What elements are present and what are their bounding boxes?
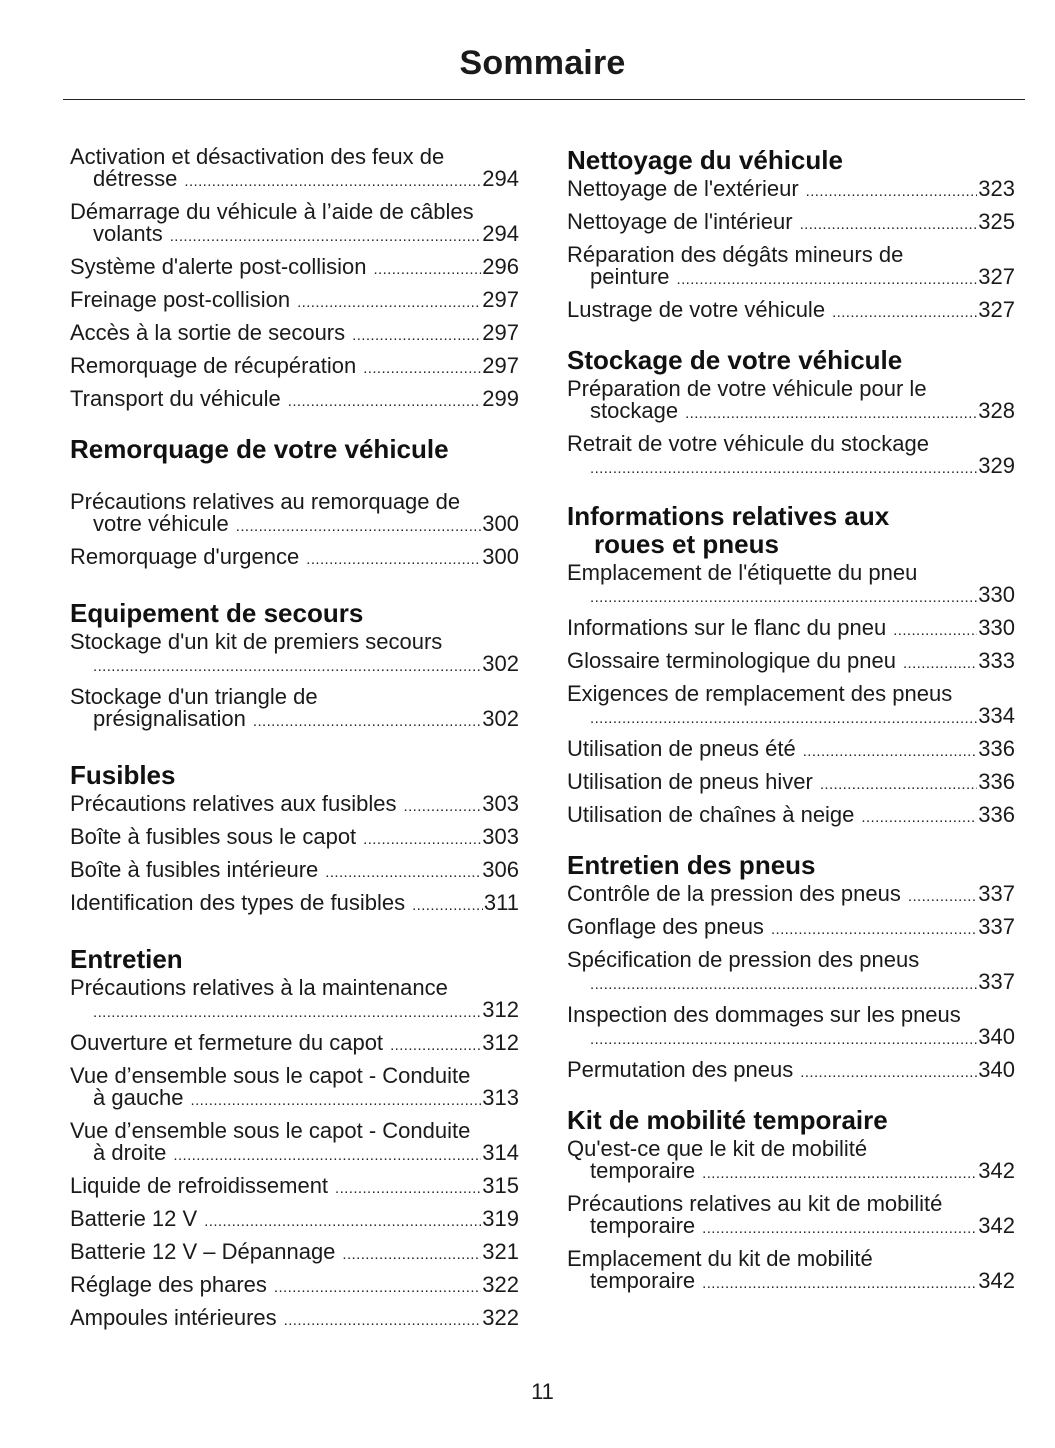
toc-entry-title: Précautions relatives à la maintenance: [70, 975, 448, 1000]
toc-page-number: 330: [978, 582, 1015, 607]
dot-leader: [685, 403, 977, 425]
toc-page-number: 314: [482, 1140, 519, 1165]
toc-entry-title: Informations sur le flanc du pneu: [567, 615, 887, 640]
toc-entry[interactable]: [567, 1059, 1015, 1084]
toc-page-number: 325: [978, 209, 1015, 234]
toc-entry-title-cont: temporaire: [590, 1213, 696, 1238]
toc-page-number: 327: [978, 264, 1015, 289]
toc-page-number: 300: [482, 544, 519, 569]
toc-entry-continuation: [567, 971, 1015, 996]
toc-entry[interactable]: [567, 1193, 1015, 1240]
toc-entry-continuation: [567, 400, 1015, 425]
section-heading-cont: roues et pneus: [594, 529, 779, 559]
toc-entry-title: Freinage post-collision: [70, 287, 291, 312]
dot-leader: [800, 1062, 977, 1084]
toc-entry-title: Lustrage de votre véhicule: [567, 297, 826, 322]
toc-entry-title: Gonflage des pneus: [567, 914, 764, 939]
section-heading: [70, 945, 519, 973]
toc-entry-title: Batterie 12 V – Dépannage: [70, 1239, 336, 1264]
section-heading-text: Kit de mobilité temporaire: [567, 1105, 888, 1135]
toc-page-number: 322: [482, 1272, 519, 1297]
toc-page-number: 297: [482, 287, 519, 312]
toc-entry-title: Vue d’ensemble sous le capot - Conduite: [70, 1063, 471, 1088]
dot-leader: [274, 1277, 481, 1299]
toc-entry[interactable]: [70, 892, 519, 917]
dot-leader: [284, 1310, 482, 1332]
toc-page-number: 334: [978, 703, 1015, 728]
toc-entry[interactable]: [70, 686, 519, 733]
toc-page-number: 297: [482, 353, 519, 378]
toc-page-number: 294: [482, 166, 519, 191]
toc-entry-continuation: [567, 584, 1015, 609]
toc-entry-continuation: [70, 513, 519, 538]
toc-page-number: 330: [978, 615, 1015, 640]
toc-page-number: 336: [978, 736, 1015, 761]
dot-leader: [335, 1178, 481, 1200]
dot-leader: [236, 516, 482, 538]
toc-page-number: 328: [978, 398, 1015, 423]
toc-entry-title: Précautions relatives aux fusibles: [70, 791, 397, 816]
toc-entry-continuation: [567, 266, 1015, 291]
section-heading-text: Equipement de secours: [70, 598, 364, 628]
toc-page-number: 299: [482, 386, 519, 411]
toc-entry-title: Ampoules intérieures: [70, 1305, 277, 1330]
toc-page-number: 306: [482, 857, 519, 882]
section-heading-text: Fusibles: [70, 760, 176, 790]
dot-leader: [373, 259, 481, 281]
toc-entry-title: Transport du véhicule: [70, 386, 281, 411]
toc-entry-title: Stockage d'un kit de premiers secours: [70, 629, 443, 654]
dot-leader: [903, 653, 977, 675]
dot-leader: [170, 226, 482, 248]
toc-entry[interactable]: [70, 793, 519, 818]
toc-entry[interactable]: [70, 289, 519, 314]
toc-entry[interactable]: [70, 977, 519, 1024]
toc-entry-title: Identification des types de fusibles: [70, 890, 406, 915]
toc-entry-continuation: [70, 1087, 519, 1112]
section-heading: [70, 435, 519, 463]
toc-entry[interactable]: [70, 1175, 519, 1200]
section-heading-text: Entretien: [70, 944, 183, 974]
toc-entry[interactable]: [70, 1241, 519, 1266]
toc-page-number: 312: [482, 997, 519, 1022]
dot-leader: [803, 741, 978, 763]
toc-entry-title: Remorquage de récupération: [70, 353, 357, 378]
toc-entry-title: Emplacement de l'étiquette du pneu: [567, 560, 918, 585]
toc-entry[interactable]: [70, 859, 519, 884]
dot-leader: [325, 862, 481, 884]
toc-page-number: 303: [482, 791, 519, 816]
toc-page-number: 313: [482, 1085, 519, 1110]
toc-entry[interactable]: [567, 178, 1015, 203]
toc-entry[interactable]: [70, 1065, 519, 1112]
toc-page-number: 333: [978, 648, 1015, 673]
dot-leader: [820, 774, 977, 796]
toc-entry[interactable]: [70, 355, 519, 380]
dot-leader: [908, 886, 977, 908]
section-heading: [567, 502, 1015, 558]
toc-entry-title-cont: votre véhicule: [93, 511, 229, 536]
toc-entry[interactable]: [567, 1138, 1015, 1185]
dot-leader: [832, 302, 977, 324]
toc-entry-title: Retrait de votre véhicule du stockage: [567, 431, 929, 456]
toc-entry-continuation: [567, 1270, 1015, 1295]
toc-entry[interactable]: [567, 433, 1015, 480]
dot-leader: [590, 587, 977, 609]
toc-entry[interactable]: [567, 650, 1015, 675]
dot-leader: [806, 181, 978, 203]
toc-entry[interactable]: [70, 256, 519, 281]
toc-page-number: 336: [978, 802, 1015, 827]
dot-leader: [771, 919, 977, 941]
toc-entry-title: Remorquage d'urgence: [70, 544, 300, 569]
dot-leader: [352, 325, 481, 347]
toc-entry-continuation: [567, 1026, 1015, 1051]
toc-entry[interactable]: [70, 388, 519, 413]
toc-entry-title: Boîte à fusibles intérieure: [70, 857, 319, 882]
dot-leader: [893, 620, 977, 642]
toc-entry[interactable]: [70, 826, 519, 851]
toc-page-number: 297: [482, 320, 519, 345]
dot-leader: [363, 829, 481, 851]
toc-page-number: 340: [978, 1057, 1015, 1082]
toc-entry[interactable]: [70, 1032, 519, 1057]
toc-entry-title-cont: peinture: [590, 264, 670, 289]
toc-entry-title-cont: à droite: [93, 1140, 167, 1165]
toc-entry-title: Réglage des phares: [70, 1272, 267, 1297]
toc-entry[interactable]: [70, 1120, 519, 1167]
right-column: [567, 146, 1015, 1303]
section-heading-text: Nettoyage du véhicule: [567, 145, 843, 175]
toc-page-number: 319: [482, 1206, 519, 1231]
toc-entry[interactable]: [70, 1208, 519, 1233]
section-heading: [567, 1106, 1015, 1134]
toc-page-number: 337: [978, 969, 1015, 994]
toc-entry-title: Système d'alerte post-collision: [70, 254, 367, 279]
toc-entry[interactable]: [70, 1274, 519, 1299]
dot-leader: [702, 1218, 977, 1240]
toc-page-number: 337: [978, 914, 1015, 939]
toc-entry-title: Utilisation de pneus été: [567, 736, 796, 761]
toc-entry-continuation: [567, 705, 1015, 730]
toc-page-number: 312: [482, 1030, 519, 1055]
toc-entry-title: Précautions relatives au kit de mobilité: [567, 1191, 943, 1216]
toc-page-number: 302: [482, 706, 519, 731]
toc-entry-title: Démarrage du véhicule à l’aide de câbles: [70, 199, 474, 224]
dot-leader: [288, 391, 482, 413]
toc-entry-title: Activation et désactivation des feux de: [70, 144, 445, 169]
toc-entry[interactable]: [567, 378, 1015, 425]
toc-entry[interactable]: [567, 562, 1015, 609]
toc-entry-continuation: [70, 168, 519, 193]
toc-entry[interactable]: [567, 617, 1015, 642]
dot-leader: [173, 1145, 481, 1167]
toc-entry[interactable]: [567, 804, 1015, 829]
toc-entry-title: Glossaire terminologique du pneu: [567, 648, 896, 673]
toc-entry-title: Réparation des dégâts mineurs de: [567, 242, 904, 267]
dot-leader: [297, 292, 481, 314]
toc-entry[interactable]: [70, 201, 519, 248]
section-heading-text: Entretien des pneus: [567, 850, 816, 880]
toc-entry[interactable]: [567, 1004, 1015, 1051]
section-heading-text: Remorquage de votre véhicule: [70, 434, 449, 464]
toc-entry-title: Permutation des pneus: [567, 1057, 794, 1082]
toc-page-number: 294: [482, 221, 519, 246]
title-divider: [63, 99, 1025, 100]
toc-entry[interactable]: [567, 916, 1015, 941]
page-number: 11: [531, 1379, 554, 1404]
toc-page-number: 337: [978, 881, 1015, 906]
toc-entry-title-cont: temporaire: [590, 1158, 696, 1183]
toc-entry-title: Liquide de refroidissement: [70, 1173, 329, 1198]
toc-entry-title-cont: présignalisation: [93, 706, 246, 731]
section-heading: [70, 599, 519, 627]
toc-entry[interactable]: [567, 883, 1015, 908]
toc-entry-continuation: [70, 653, 519, 678]
toc-entry-continuation: [567, 455, 1015, 480]
toc-entry-title: Emplacement du kit de mobilité: [567, 1246, 873, 1271]
toc-entry-continuation: [70, 708, 519, 733]
toc-entry[interactable]: [70, 546, 519, 571]
dot-leader: [191, 1090, 482, 1112]
toc-entry-title: Spécification de pression des pneus: [567, 947, 920, 972]
toc-entry-title: Préparation de votre véhicule pour le: [567, 376, 927, 401]
toc-entry-title: Inspection des dommages sur les pneus: [567, 1002, 961, 1027]
dot-leader: [677, 269, 978, 291]
toc-entry[interactable]: [70, 631, 519, 678]
section-heading: [567, 851, 1015, 879]
dot-leader: [306, 549, 481, 571]
toc-page-number: 329: [978, 453, 1015, 478]
toc-page-number: 300: [482, 511, 519, 536]
dot-leader: [404, 796, 482, 818]
toc-entry-title: Stockage d'un triangle de: [70, 684, 318, 709]
section-heading: [70, 761, 519, 789]
toc-entry[interactable]: [567, 1248, 1015, 1295]
toc-entry-title: Précautions relatives au remorquage de: [70, 489, 461, 514]
dot-leader: [363, 358, 481, 380]
dot-leader: [184, 171, 481, 193]
toc-entry[interactable]: [567, 738, 1015, 763]
toc-entry-title-cont: temporaire: [590, 1268, 696, 1293]
toc-page-number: 322: [482, 1305, 519, 1330]
toc-entry[interactable]: [567, 299, 1015, 324]
toc-page-number: 323: [978, 176, 1015, 201]
dot-leader: [93, 656, 481, 678]
toc-page-number: 342: [978, 1268, 1015, 1293]
dot-leader: [702, 1163, 977, 1185]
section-heading-text: Stockage de votre véhicule: [567, 345, 903, 375]
toc-entry[interactable]: [567, 683, 1015, 730]
toc-entry-continuation: [567, 1215, 1015, 1240]
dot-leader: [590, 708, 977, 730]
section-heading: [567, 146, 1015, 174]
toc-page-number: 340: [978, 1024, 1015, 1049]
left-column: [70, 146, 519, 1340]
toc-entry-title: Nettoyage de l'intérieur: [567, 209, 793, 234]
toc-entry[interactable]: [70, 491, 519, 538]
toc-entry-title: Exigences de remplacement des pneus: [567, 681, 953, 706]
toc-page-number: 311: [483, 890, 519, 915]
toc-entry-title: Vue d’ensemble sous le capot - Conduite: [70, 1118, 471, 1143]
dot-leader: [204, 1211, 481, 1233]
toc-entry-title: Ouverture et fermeture du capot: [70, 1030, 384, 1055]
toc-page-number: 303: [482, 824, 519, 849]
toc-entry-title: Boîte à fusibles sous le capot: [70, 824, 357, 849]
toc-page-number: 342: [978, 1213, 1015, 1238]
toc-entry-title: Qu'est-ce que le kit de mobilité: [567, 1136, 868, 1161]
dot-leader: [93, 1002, 481, 1024]
toc-entry[interactable]: [70, 322, 519, 347]
toc-page-number: 296: [482, 254, 519, 279]
section-heading-text: Informations relatives aux: [567, 501, 890, 531]
dot-leader: [590, 1029, 977, 1051]
dot-leader: [861, 807, 977, 829]
toc-entry-title-cont: volants: [93, 221, 163, 246]
toc-entry-title: Utilisation de chaînes à neige: [567, 802, 855, 827]
page-title: Sommaire: [459, 44, 626, 82]
toc-entry-continuation: [70, 1142, 519, 1167]
toc-entry-continuation: [567, 1160, 1015, 1185]
dot-leader: [412, 895, 483, 917]
toc-entry[interactable]: [70, 146, 519, 193]
toc-page-number: 321: [482, 1239, 519, 1264]
toc-page-number: 315: [482, 1173, 519, 1198]
dot-leader: [590, 974, 977, 996]
toc-page-number: 342: [978, 1158, 1015, 1183]
toc-entry[interactable]: [70, 1307, 519, 1332]
dot-leader: [590, 458, 977, 480]
toc-entry[interactable]: [567, 949, 1015, 996]
toc-entry-title-cont: détresse: [93, 166, 178, 191]
toc-entry-title: Utilisation de pneus hiver: [567, 769, 813, 794]
toc-entry-title: Contrôle de la pression des pneus: [567, 881, 901, 906]
toc-entry-title-cont: à gauche: [93, 1085, 184, 1110]
toc-entry-continuation: [70, 999, 519, 1024]
toc-entry-title-cont: stockage: [590, 398, 679, 423]
toc-entry[interactable]: [567, 211, 1015, 236]
dot-leader: [390, 1035, 481, 1057]
dot-leader: [253, 711, 481, 733]
toc-entry-title: Accès à la sortie de secours: [70, 320, 346, 345]
toc-page-number: 302: [482, 651, 519, 676]
toc-entry-continuation: [70, 223, 519, 248]
dot-leader: [342, 1244, 481, 1266]
toc-entry-title: Nettoyage de l'extérieur: [567, 176, 799, 201]
toc-entry[interactable]: [567, 771, 1015, 796]
dot-leader: [800, 214, 978, 236]
dot-leader: [702, 1273, 977, 1295]
toc-entry[interactable]: [567, 244, 1015, 291]
toc-page-number: 327: [978, 297, 1015, 322]
toc-entry-title: Batterie 12 V: [70, 1206, 198, 1231]
section-heading: [567, 346, 1015, 374]
toc-page-number: 336: [978, 769, 1015, 794]
